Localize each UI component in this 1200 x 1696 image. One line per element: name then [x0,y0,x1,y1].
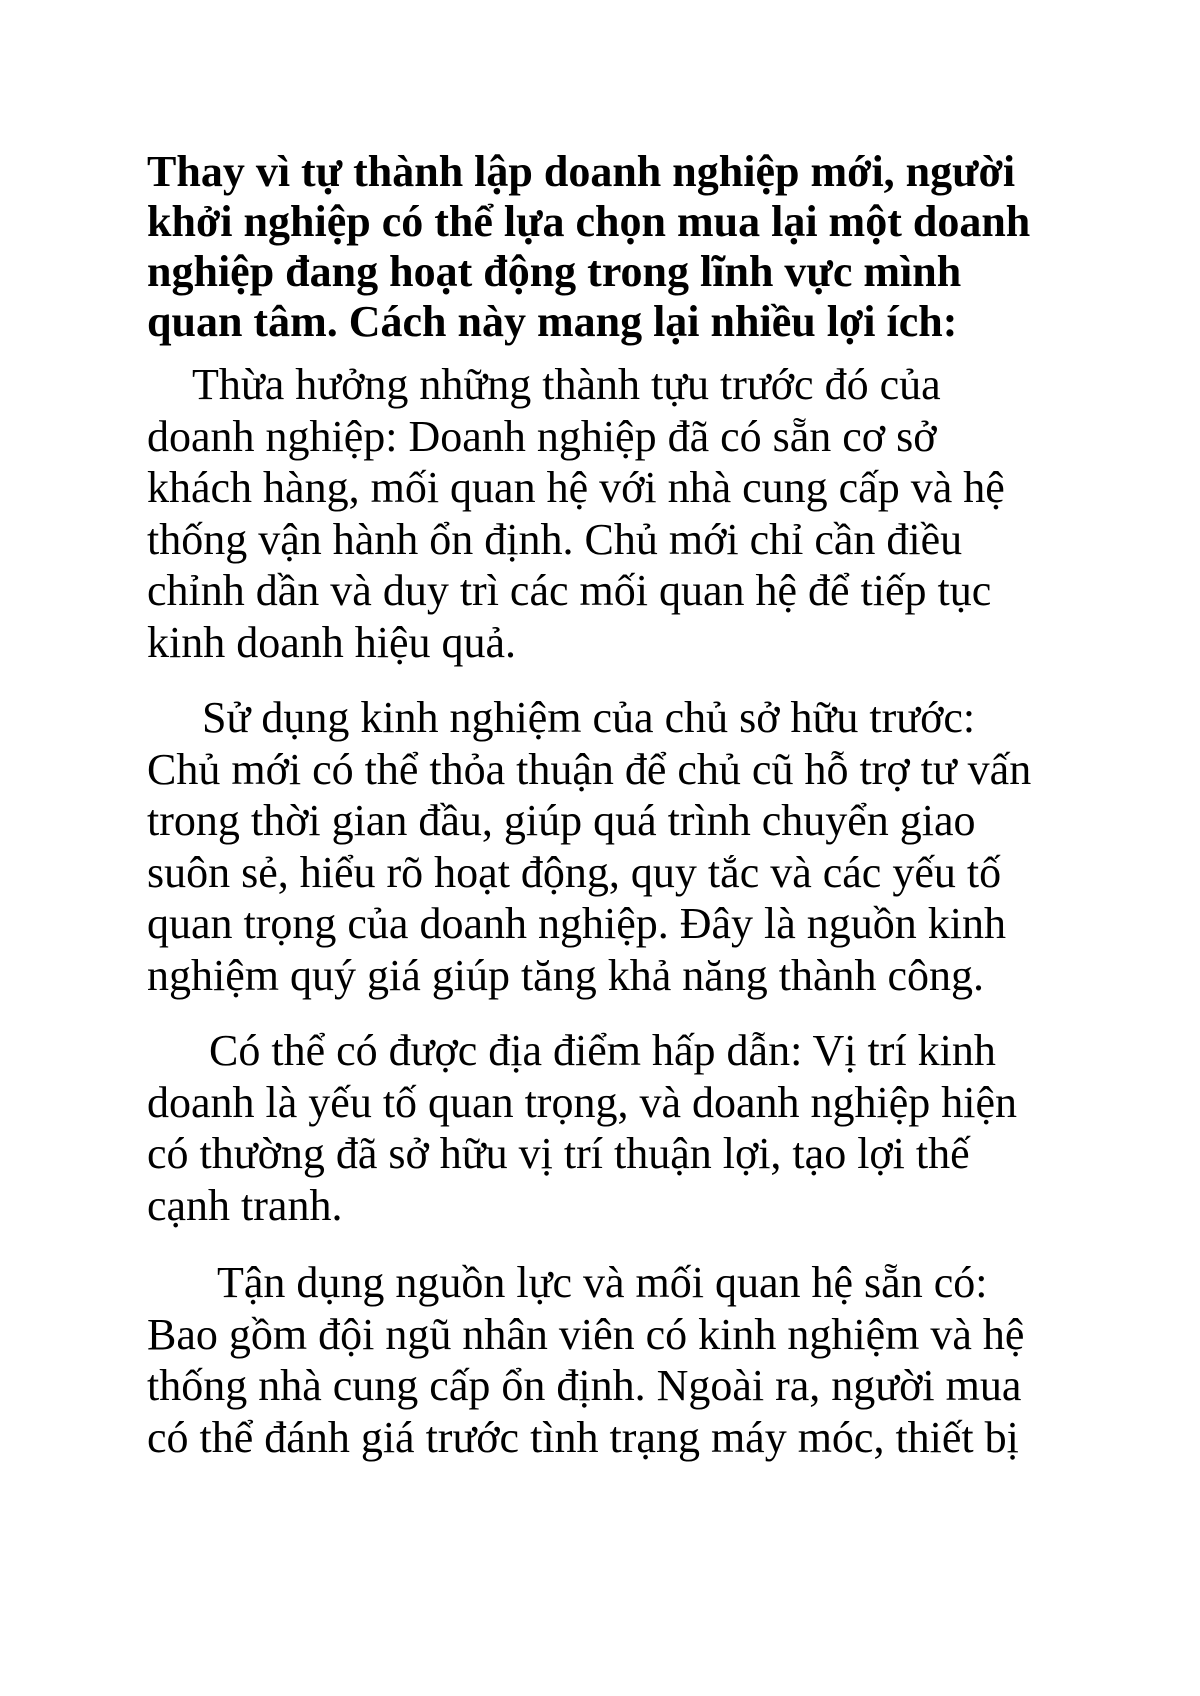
paragraph-line: Chủ mới có thể thỏa thuận để chủ cũ hỗ trợ tư vấn [147,744,1032,794]
paragraph-line: kinh doanh hiệu quả. [147,617,517,667]
paragraph-line: thống vận hành ổn định. Chủ mới chỉ cần điều [147,514,963,564]
paragraph-previous-owner-experience [147,692,1052,1001]
paragraph-line: cạnh tranh. [147,1180,343,1230]
paragraph-attractive-location [147,1025,1052,1231]
paragraph-line: chỉnh dần và duy trì các mối quan hệ để tiếp tục [147,566,992,615]
intro-line: Thay vì tự thành lập doanh nghiệp mới, người [147,147,1016,196]
paragraph-line: khách hàng, mối quan hệ với nhà cung cấp và hệ [147,463,1005,512]
paragraph-line: nghiệm quý giá giúp tăng khả năng thành công. [147,950,985,1000]
paragraph-line: Có thể có được địa điểm hấp dẫn: Vị trí kinh [209,1026,996,1075]
paragraph-line: quan trọng của doanh nghiệp. Đây là nguồn kinh [147,899,1007,948]
intro-paragraph [147,147,1052,347]
paragraph-line: trong thời gian đầu, giúp quá trình chuyển giao [147,796,976,845]
paragraph-line: suôn sẻ, hiểu rõ hoạt động, quy tắc và các yếu tố [147,847,1002,897]
intro-line: nghiệp đang hoạt động trong lĩnh vực mình [147,247,962,296]
paragraph-line: Thừa hưởng những thành tựu trước đó của [192,360,941,409]
paragraph-line: Tận dụng nguồn lực và mối quan hệ sẵn có: [217,1258,988,1307]
paragraph-line: Sử dụng kinh nghiệm của chủ sở hữu trước: [202,693,976,742]
intro-line: khởi nghiệp có thể lựa chọn mua lại một doanh [147,197,1031,246]
paragraph-inherit-achievements [147,359,1052,668]
paragraph-line: có thể đánh giá trước tình trạng máy móc, thiết bị [147,1412,1019,1462]
document-body [147,147,1052,1463]
paragraph-line: thống nhà cung cấp ổn định. Ngoài ra, người mua [147,1361,1022,1410]
paragraph-line: có thường đã sở hữu vị trí thuận lợi, tạo lợi thế [147,1129,970,1178]
paragraph-existing-resources [147,1257,1052,1463]
paragraph-line: doanh nghiệp: Doanh nghiệp đã có sẵn cơ sở [147,411,937,461]
paragraph-line: Bao gồm đội ngũ nhân viên có kinh nghiệm và hệ [147,1309,1025,1359]
intro-line: quan tâm. Cách này mang lại nhiều lợi ích: [147,297,958,346]
paragraph-line: doanh là yếu tố quan trọng, và doanh nghiệp hiện [147,1077,1018,1127]
